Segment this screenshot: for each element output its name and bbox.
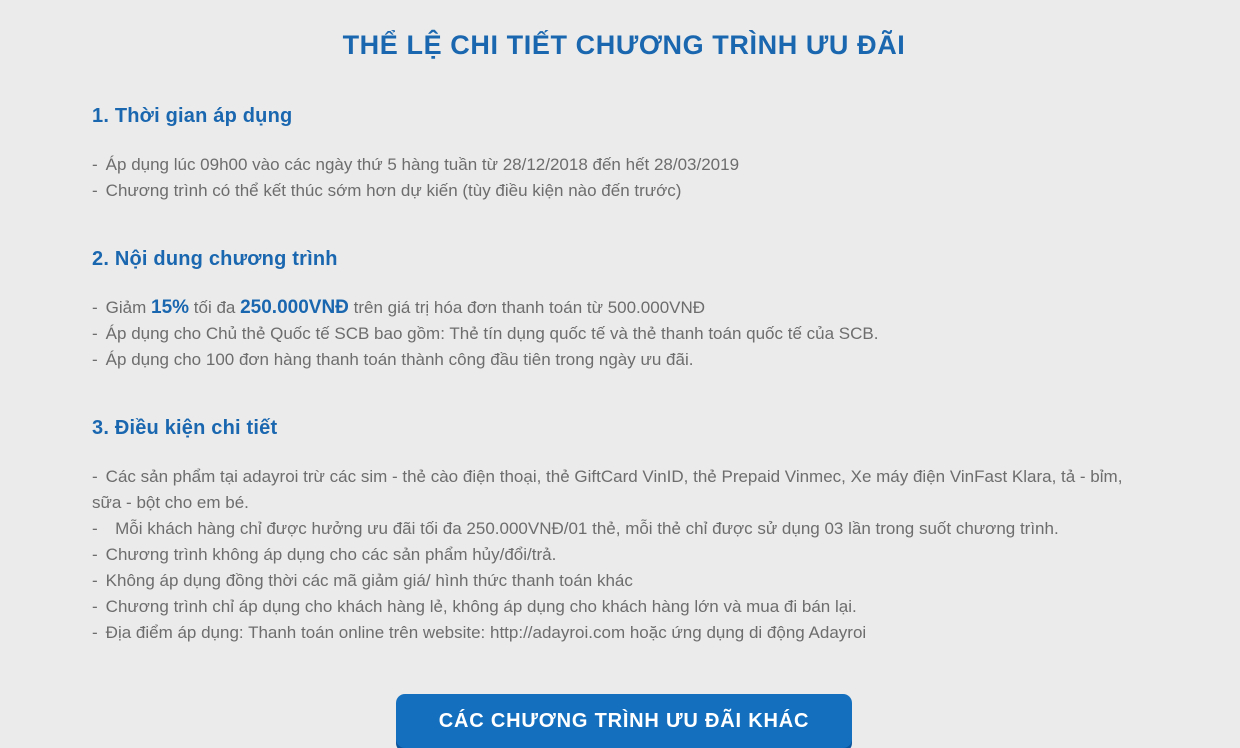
bullet-dash: -	[92, 571, 98, 590]
section-heading: 3. Điều kiện chi tiết	[92, 417, 278, 439]
discount-middle: tối đa	[189, 298, 241, 317]
discount-suffix: trên giá trị hóa đơn thanh toán từ 500.000VNĐ	[348, 298, 706, 317]
page-title: THỂ LỆ CHI TIẾT CHƯƠNG TRÌNH ƯU ĐÃI	[342, 30, 906, 60]
section-time-applied	[92, 105, 1156, 204]
bullet-dash: -	[92, 597, 98, 616]
list-item-text: Không áp dụng đồng thời các mã giảm giá/ hình thức thanh toán khác	[105, 571, 633, 590]
list-item	[92, 516, 1156, 542]
list-item	[92, 594, 1156, 620]
bullet-dash: -	[92, 623, 98, 642]
list-item-text: Các sản phẩm tại adayroi trừ các sim - thẻ cào điện thoại, thẻ GiftCard VinID, thẻ Prepaid Vinmec, Xe máy điện VinFast Klara, tả - bỉm, sữa - bột cho em bé.	[92, 467, 1128, 512]
list-item-text: Chương trình có thể kết thúc sớm hơn dự kiến (tùy điều kiện nào đến trước)	[105, 181, 682, 200]
list-item-text: Mỗi khách hàng chỉ được hưởng ưu đãi tối đa 250.000VNĐ/01 thẻ, mỗi thẻ chỉ được sử dụng 03 lần trong suốt chương trình.	[105, 519, 1059, 538]
list-item-text: Áp dụng lúc 09h00 vào các ngày thứ 5 hàng tuần từ 28/12/2018 đến hết 28/03/2019	[105, 155, 740, 174]
section-program-content	[92, 248, 1156, 373]
bullet-dash: -	[92, 467, 98, 486]
list-item-text: Địa điểm áp dụng: Thanh toán online trên website: http://adayroi.com hoặc ứng dụng di động Adayroi	[105, 623, 867, 642]
bullet-dash: -	[92, 350, 98, 369]
list-item-text: Chương trình chỉ áp dụng cho khách hàng lẻ, không áp dụng cho khách hàng lớn và mua đi bán lại.	[105, 597, 857, 616]
list-item	[92, 321, 1156, 347]
cta-container	[92, 694, 1156, 748]
list-item	[92, 542, 1156, 568]
other-promotions-button[interactable]: CÁC CHƯƠNG TRÌNH ƯU ĐÃI KHÁC	[396, 694, 852, 748]
list-item-text	[106, 298, 705, 317]
discount-percent: 15%	[151, 297, 190, 318]
bullet-dash: -	[92, 519, 98, 538]
bullet-dash: -	[92, 181, 98, 200]
list-item	[92, 152, 1156, 178]
bullet-list	[92, 295, 1156, 373]
list-item	[92, 347, 1156, 373]
list-item	[92, 464, 1156, 516]
section-heading: 1. Thời gian áp dụng	[92, 105, 293, 127]
bullet-dash: -	[92, 324, 98, 343]
list-item-text: Chương trình không áp dụng cho các sản phẩm hủy/đổi/trả.	[105, 545, 557, 564]
bullet-list	[92, 464, 1156, 646]
list-item-text: Áp dụng cho Chủ thẻ Quốc tế SCB bao gồm: Thẻ tín dụng quốc tế và thẻ thanh toán quốc tế của SCB.	[105, 324, 879, 343]
list-item	[92, 568, 1156, 594]
list-item-text: Áp dụng cho 100 đơn hàng thanh toán thành công đầu tiên trong ngày ưu đãi.	[105, 350, 694, 369]
discount-prefix: Giảm	[105, 298, 152, 317]
section-detailed-conditions	[92, 417, 1156, 646]
discount-amount: 250.000VNĐ	[240, 297, 349, 318]
list-item-discount	[92, 295, 1156, 321]
bullet-list	[92, 152, 1156, 204]
bullet-dash: -	[92, 155, 98, 174]
list-item	[92, 620, 1156, 646]
bullet-dash: -	[92, 545, 98, 564]
bullet-dash: -	[92, 298, 98, 317]
list-item	[92, 178, 1156, 204]
section-heading: 2. Nội dung chương trình	[92, 248, 338, 270]
